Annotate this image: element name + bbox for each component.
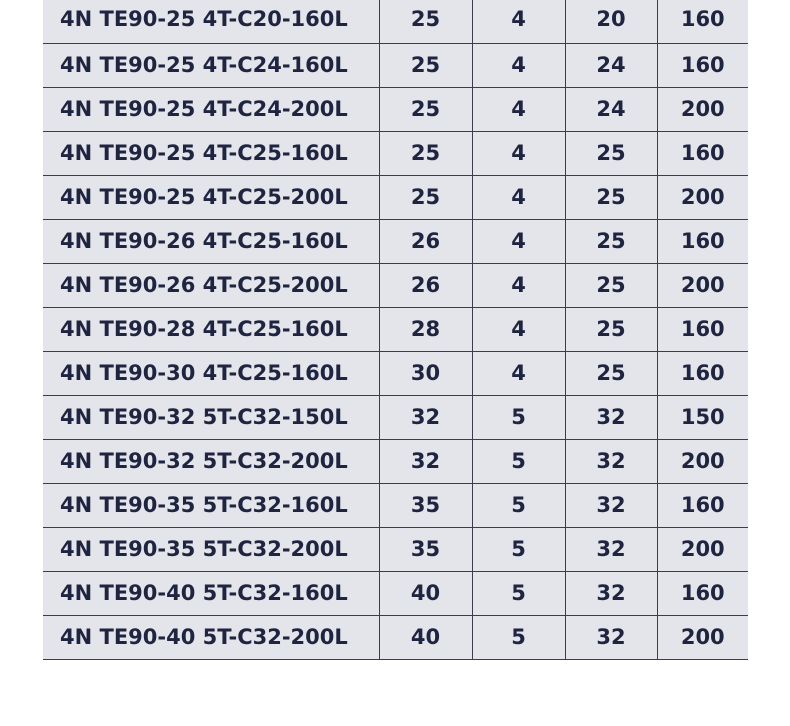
value-cell-3: 24 [565,43,657,87]
value-cell-1: 40 [379,615,472,659]
value-cell-2: 4 [472,263,565,307]
value-cell-3: 25 [565,175,657,219]
value-cell-4: 160 [657,0,748,43]
value-cell-2: 4 [472,0,565,43]
table-row [43,527,748,571]
value-cell-1: 40 [379,571,472,615]
value-cell-2: 5 [472,527,565,571]
value-cell-4: 160 [657,483,748,527]
value-cell-4: 160 [657,307,748,351]
value-cell-4: 160 [657,219,748,263]
value-cell-3: 24 [565,87,657,131]
value-cell-4: 160 [657,131,748,175]
value-cell-2: 4 [472,175,565,219]
model-cell: 4N TE90-25 4T-C25-200L [43,175,379,219]
value-cell-3: 25 [565,307,657,351]
value-cell-2: 5 [472,615,565,659]
value-cell-4: 200 [657,263,748,307]
value-cell-3: 25 [565,131,657,175]
model-cell: 4N TE90-28 4T-C25-160L [43,307,379,351]
model-cell: 4N TE90-35 5T-C32-200L [43,527,379,571]
value-cell-4: 200 [657,615,748,659]
value-cell-2: 4 [472,307,565,351]
model-cell: 4N TE90-40 5T-C32-200L [43,615,379,659]
model-cell: 4N TE90-25 4T-C24-200L [43,87,379,131]
table-row [43,351,748,395]
value-cell-3: 20 [565,0,657,43]
value-cell-4: 160 [657,43,748,87]
table-row [43,483,748,527]
table-row [43,175,748,219]
value-cell-2: 4 [472,87,565,131]
table-row [43,43,748,87]
value-cell-4: 160 [657,351,748,395]
table-row [43,615,748,659]
value-cell-1: 25 [379,87,472,131]
value-cell-1: 35 [379,483,472,527]
table-row [43,439,748,483]
spec-table-body [43,0,748,659]
table-row [43,263,748,307]
model-cell: 4N TE90-30 4T-C25-160L [43,351,379,395]
value-cell-3: 25 [565,263,657,307]
value-cell-2: 5 [472,439,565,483]
model-cell: 4N TE90-32 5T-C32-200L [43,439,379,483]
value-cell-3: 32 [565,395,657,439]
value-cell-1: 25 [379,43,472,87]
value-cell-3: 32 [565,439,657,483]
value-cell-1: 32 [379,395,472,439]
model-cell: 4N TE90-32 5T-C32-150L [43,395,379,439]
value-cell-4: 200 [657,175,748,219]
value-cell-3: 25 [565,351,657,395]
value-cell-2: 5 [472,571,565,615]
table-row [43,0,748,43]
table-row [43,571,748,615]
value-cell-3: 25 [565,219,657,263]
value-cell-1: 26 [379,263,472,307]
spec-table [43,0,748,660]
table-row [43,219,748,263]
value-cell-3: 32 [565,615,657,659]
value-cell-1: 25 [379,0,472,43]
value-cell-1: 25 [379,131,472,175]
model-cell: 4N TE90-26 4T-C25-200L [43,263,379,307]
value-cell-2: 5 [472,483,565,527]
value-cell-1: 26 [379,219,472,263]
value-cell-1: 30 [379,351,472,395]
value-cell-2: 5 [472,395,565,439]
value-cell-2: 4 [472,43,565,87]
model-cell: 4N TE90-26 4T-C25-160L [43,219,379,263]
value-cell-1: 28 [379,307,472,351]
value-cell-3: 32 [565,527,657,571]
table-row [43,395,748,439]
table-row [43,131,748,175]
model-cell: 4N TE90-35 5T-C32-160L [43,483,379,527]
value-cell-2: 4 [472,351,565,395]
value-cell-1: 32 [379,439,472,483]
table-row [43,87,748,131]
value-cell-4: 200 [657,439,748,483]
value-cell-4: 200 [657,87,748,131]
value-cell-3: 32 [565,483,657,527]
value-cell-3: 32 [565,571,657,615]
value-cell-2: 4 [472,131,565,175]
value-cell-1: 25 [379,175,472,219]
value-cell-4: 150 [657,395,748,439]
model-cell: 4N TE90-40 5T-C32-160L [43,571,379,615]
model-cell: 4N TE90-25 4T-C25-160L [43,131,379,175]
model-cell: 4N TE90-25 4T-C20-160L [43,0,379,43]
value-cell-2: 4 [472,219,565,263]
table-row [43,307,748,351]
value-cell-4: 160 [657,571,748,615]
value-cell-1: 35 [379,527,472,571]
value-cell-4: 200 [657,527,748,571]
model-cell: 4N TE90-25 4T-C24-160L [43,43,379,87]
